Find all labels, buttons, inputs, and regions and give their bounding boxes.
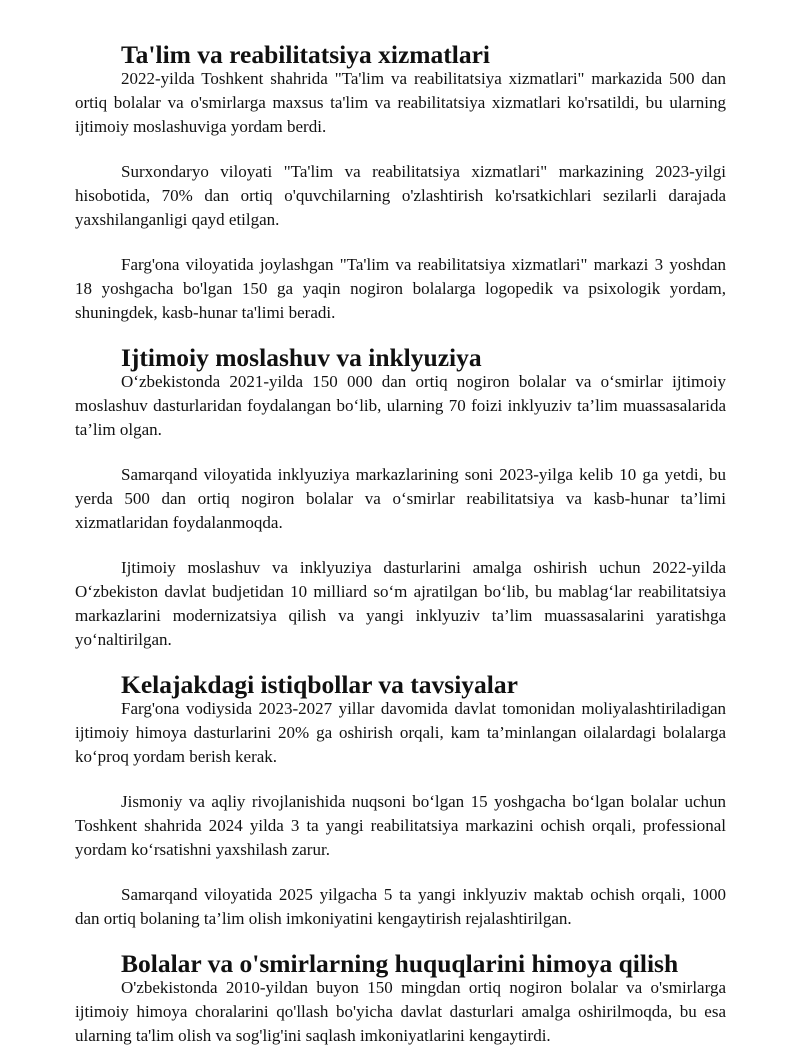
section-heading: Ta'lim va reabilitatsiya xizmatlari — [121, 40, 491, 69]
section-heading: Kelajakdagi istiqbollar va tavsiyalar — [121, 670, 518, 699]
section-heading: Bolalar va o'smirlarning huquqlarini himoya qilish — [121, 949, 679, 978]
section-education-rehabilitation — [75, 40, 726, 325]
paragraph: O'zbekistonda 2010-yildan buyon 150 mingdan ortiq nogiron bolalar va o'smirlarga ijtimoiy himoya choralarini qo'llash bo'yicha davlat dasturlari amalga oshirilmoqda, bu esa ularning ta'lim olish va sog'lig'ini saqlash imkoniyatlarini kengaytirdi. — [75, 978, 726, 1045]
paragraph: Farg'ona vodiysida 2023-2027 yillar davomida davlat tomonidan moliyalashtiriladigan ijtimoiy himoya dasturlarini 20% ga oshirish orqali, kam ta’minlangan oilalardagi bolalarga ko‘proq yordam berish kerak. — [75, 699, 726, 766]
section-social-adaptation-inclusion — [75, 343, 726, 652]
section-children-rights-protection — [75, 949, 726, 1048]
document-page — [75, 40, 726, 1048]
paragraph: Jismoniy va aqliy rivojlanishida nuqsoni bo‘lgan 15 yoshgacha bo‘lgan bolalar uchun Toshkent shahrida 2024 yilda 3 ta yangi reabilitatsiya markazini ochish orqali, professional yordam ko‘rsatishni yaxshilash zarur. — [75, 792, 726, 859]
paragraph: O‘zbekistonda 2021-yilda 150 000 dan ortiq nogiron bolalar va o‘smirlar ijtimoiy moslashuv dasturlaridan foydalangan bo‘lib, ularning 70 foizi inklyuziv ta’lim muassasalarida ta’lim olgan. — [75, 372, 726, 439]
paragraph: Surxondaryo viloyati "Ta'lim va reabilitatsiya xizmatlari" markazining 2023-yilgi hisobotida, 70% dan ortiq o'quvchilarning o'zlashtirish ko'rsatkichlari sezilarli darajada yaxshilanganligi qayd etilgan. — [75, 162, 726, 229]
section-heading: Ijtimoiy moslashuv va inklyuziya — [121, 343, 482, 372]
paragraph: Ijtimoiy moslashuv va inklyuziya dasturlarini amalga oshirish uchun 2022-yilda O‘zbekiston davlat budjetidan 10 milliard so‘m ajratilgan bo‘lib, bu mablag‘lar reabilitatsiya markazlarini modernizatsiya qilish va yangi inklyuziv ta’lim muassasalarini yaratishga yo‘naltirilgan. — [75, 558, 726, 649]
section-future-prospects — [75, 670, 726, 931]
paragraph: Samarqand viloyatida 2025 yilgacha 5 ta yangi inklyuziv maktab ochish orqali, 1000 dan ortiq bolaning ta’lim olish imkoniyatini kengaytirish rejalashtirilgan. — [75, 885, 726, 928]
paragraph: 2022-yilda Toshkent shahrida "Ta'lim va reabilitatsiya xizmatlari" markazida 500 dan ortiq bolalar va o'smirlarga maxsus ta'lim va reabilitatsiya xizmatlari ko'rsatildi, bu ularning ijtimoiy moslashuviga yordam berdi. — [75, 69, 726, 136]
paragraph: Samarqand viloyatida inklyuziya markazlarining soni 2023-yilga kelib 10 ga yetdi, bu yerda 500 dan ortiq nogiron bolalar va o‘smirlar reabilitatsiya va kasb-hunar ta’limi xizmatlaridan foydalanmoqda. — [75, 465, 726, 532]
paragraph: Farg'ona viloyatida joylashgan "Ta'lim va reabilitatsiya xizmatlari" markazi 3 yoshdan 18 yoshgacha bo'lgan 150 ga yaqin nogiron bolalarga logopedik va psixologik yordam, shuningdek, kasb-hunar ta'limi beradi. — [75, 255, 726, 322]
